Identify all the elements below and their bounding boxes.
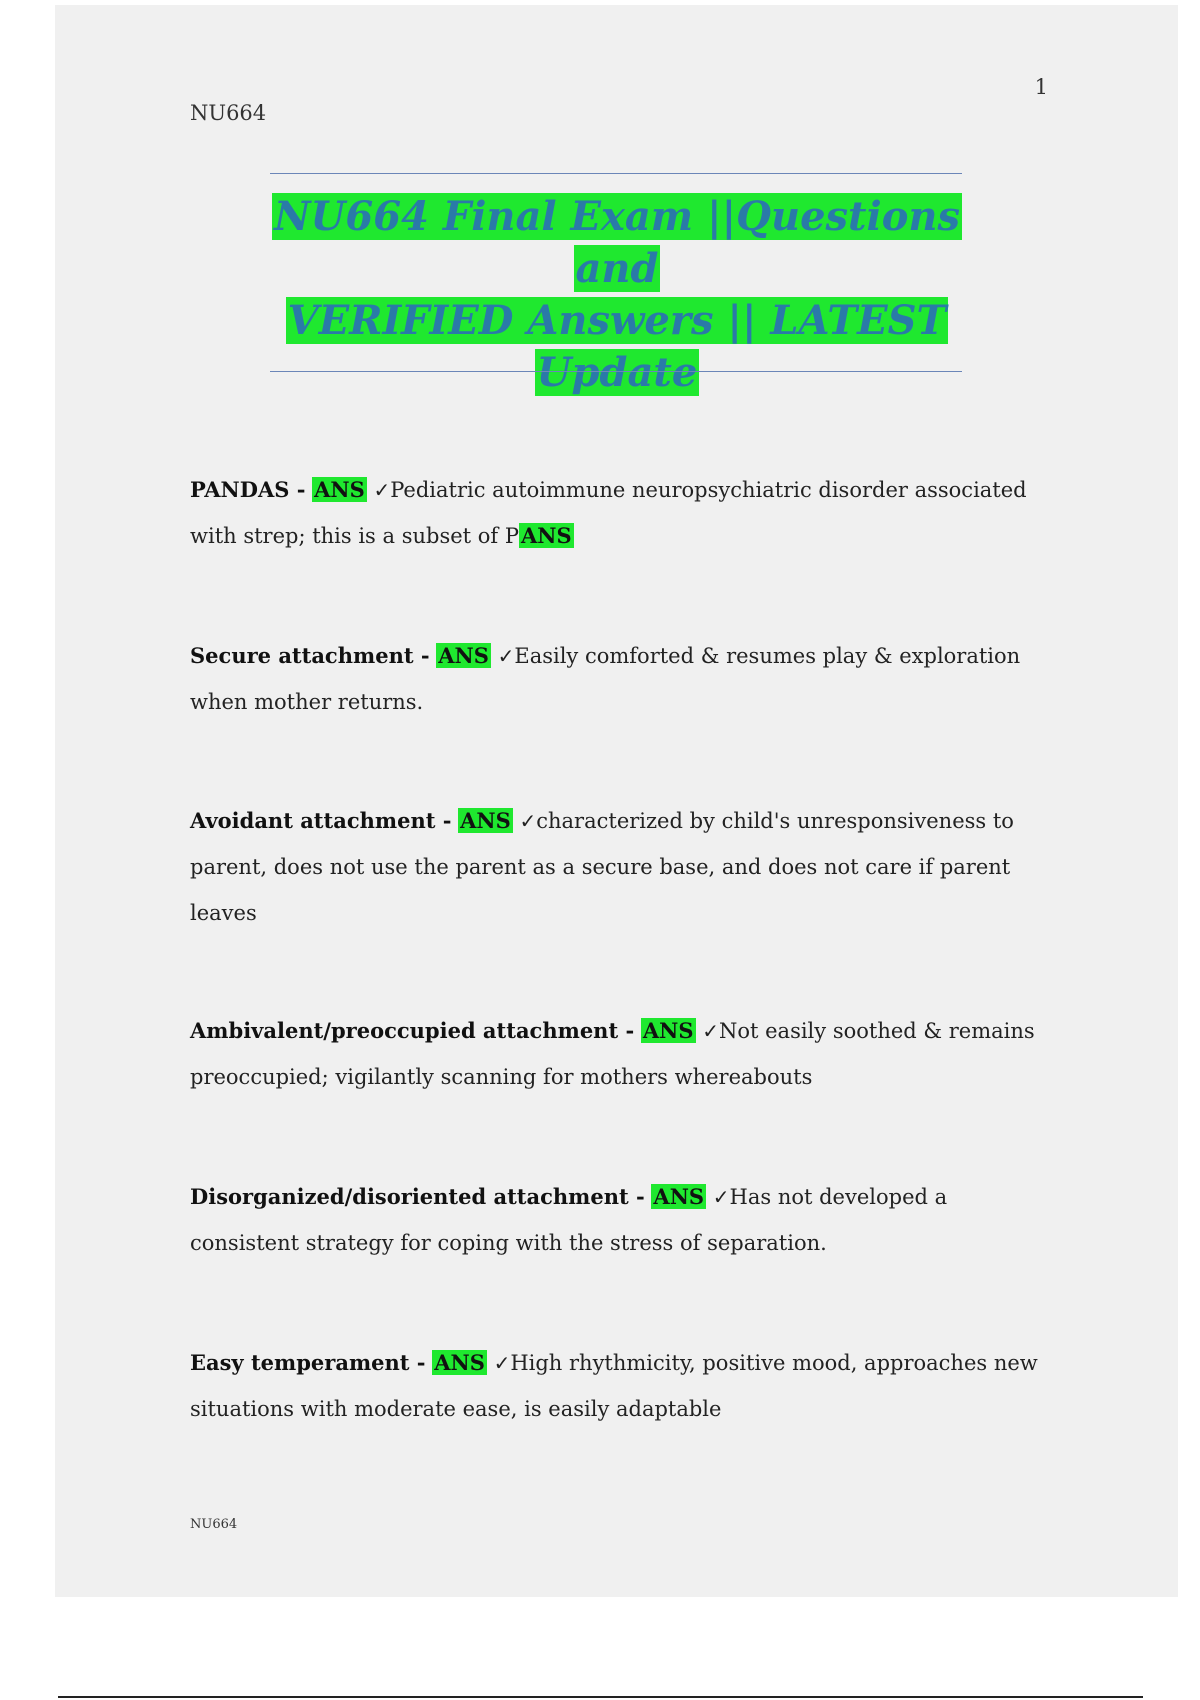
entry-answer: Easily comforted & resumes play & exploration when mother returns. [190,644,1021,714]
qa-entry-ambivalent-attachment [190,1008,1050,1100]
entry-term: PANDAS - [190,477,306,502]
check-mark-icon: ✓ [493,1351,511,1375]
title-top-rule [270,173,962,174]
check-mark-icon: ✓ [702,1019,719,1043]
ans-badge: ANS [438,643,489,668]
ans-badge: ANS [460,808,511,833]
check-mark-icon: ✓ [712,1185,730,1209]
check-mark-icon: ✓ [519,809,537,833]
title-line-2: VERIFIED Answers || LATEST [287,297,947,344]
page-bottom-divider [58,1696,1143,1698]
entry-answer: High rhythmicity, positive mood, approaches new situations with moderate ease, is easily adaptable [190,1351,1038,1421]
ans-badge: ANS [434,1350,485,1375]
qa-entry-disorganized-attachment [190,1174,1050,1266]
entry-answer: Pediatric autoimmune neuropsychiatric disorder associated with strep; this is a subset of P [190,478,1027,548]
document-title [235,191,999,399]
ans-highlight-tail: ANS [521,523,572,548]
check-mark-icon: ✓ [373,478,391,502]
qa-entry-secure-attachment [190,633,1050,725]
title-line-3: Update [536,349,698,396]
qa-entry-pandas [190,467,1050,559]
ans-badge: ANS [642,1018,694,1043]
entry-term: Secure attachment - [190,643,430,668]
entry-answer: characterized by child's unresponsiveness to parent, does not use the parent as a secure base, and does not care if parent leaves [190,809,1014,925]
qa-entry-easy-temperament [190,1340,1050,1432]
entry-term: Disorganized/disoriented attachment - [190,1184,645,1209]
entry-term: Easy temperament - [190,1350,426,1375]
qa-entry-avoidant-attachment [190,798,1050,936]
entry-term: Avoidant attachment - [190,808,452,833]
header-course-code: NU664 [190,101,267,125]
ans-badge: ANS [314,477,365,502]
entry-term: Ambivalent/preoccupied attachment - [190,1018,635,1043]
entry-answer: Not easily soothed & remains preoccupied; vigilantly scanning for mothers whereabouts [190,1019,1035,1089]
entry-answer: Has not developed a consistent strategy for coping with the stress of separation. [190,1185,948,1255]
footer-course-code: NU664 [190,1517,238,1532]
ans-badge: ANS [653,1184,705,1209]
check-mark-icon: ✓ [497,644,515,668]
document-page [55,5,1178,1597]
title-line-1: NU664 Final Exam ||Questions and [273,193,961,292]
page-number: 1 [1034,75,1048,99]
title-bottom-rule [270,371,962,372]
